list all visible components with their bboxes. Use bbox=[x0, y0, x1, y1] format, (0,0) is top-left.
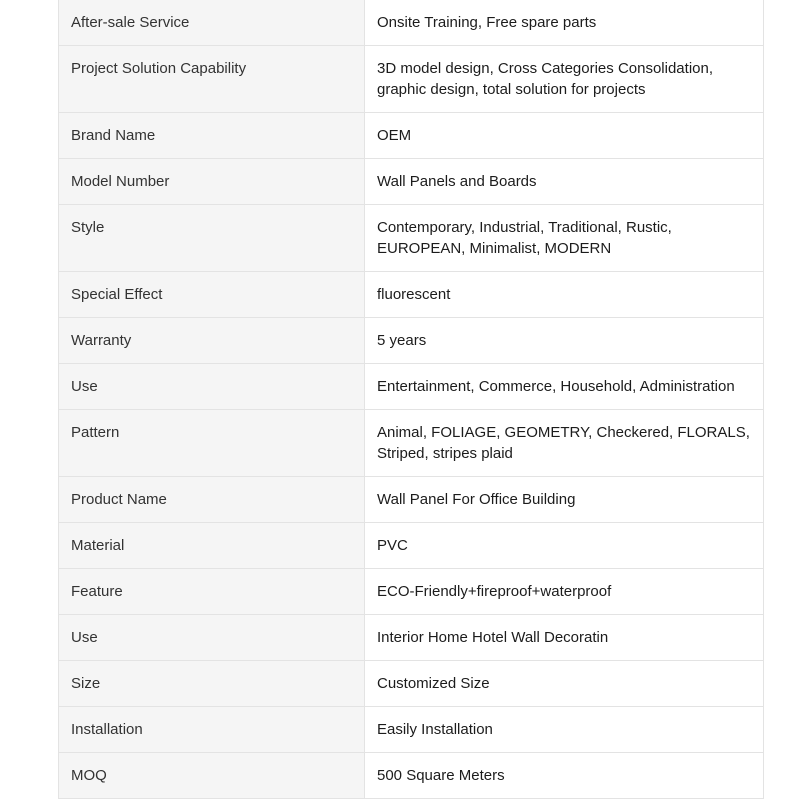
spec-value: Easily Installation bbox=[365, 707, 764, 753]
spec-value: Animal, FOLIAGE, GEOMETRY, Checkered, FLORALS, Striped, stripes plaid bbox=[365, 410, 764, 477]
spec-label: Project Solution Capability bbox=[59, 46, 365, 113]
spec-label: Model Number bbox=[59, 159, 365, 205]
table-row bbox=[59, 205, 764, 272]
spec-value: Interior Home Hotel Wall Decoratin bbox=[365, 615, 764, 661]
spec-value: 5 years bbox=[365, 318, 764, 364]
spec-label: Brand Name bbox=[59, 113, 365, 159]
spec-value: fluorescent bbox=[365, 272, 764, 318]
spec-value: PVC bbox=[365, 523, 764, 569]
spec-value: ECO-Friendly+fireproof+waterproof bbox=[365, 569, 764, 615]
table-row bbox=[59, 318, 764, 364]
spec-value: Wall Panel For Office Building bbox=[365, 477, 764, 523]
spec-label: Size bbox=[59, 661, 365, 707]
spec-table-body bbox=[59, 0, 764, 799]
product-spec-table bbox=[58, 0, 764, 799]
table-row bbox=[59, 0, 764, 46]
table-row bbox=[59, 46, 764, 113]
spec-label: Installation bbox=[59, 707, 365, 753]
table-row bbox=[59, 615, 764, 661]
spec-value: 500 Square Meters bbox=[365, 753, 764, 799]
table-row bbox=[59, 113, 764, 159]
spec-label: Feature bbox=[59, 569, 365, 615]
spec-label: Use bbox=[59, 364, 365, 410]
table-row bbox=[59, 523, 764, 569]
table-row bbox=[59, 661, 764, 707]
table-row bbox=[59, 272, 764, 318]
spec-label: Warranty bbox=[59, 318, 365, 364]
table-row bbox=[59, 477, 764, 523]
spec-value: 3D model design, Cross Categories Consolidation, graphic design, total solution for projects bbox=[365, 46, 764, 113]
table-row bbox=[59, 410, 764, 477]
spec-label: Material bbox=[59, 523, 365, 569]
spec-value: Entertainment, Commerce, Household, Administration bbox=[365, 364, 764, 410]
spec-label: Special Effect bbox=[59, 272, 365, 318]
spec-label: Product Name bbox=[59, 477, 365, 523]
table-row bbox=[59, 753, 764, 799]
table-row bbox=[59, 364, 764, 410]
table-row bbox=[59, 707, 764, 753]
spec-label: Pattern bbox=[59, 410, 365, 477]
spec-label: Style bbox=[59, 205, 365, 272]
spec-label: After-sale Service bbox=[59, 0, 365, 46]
table-row bbox=[59, 159, 764, 205]
spec-label: Use bbox=[59, 615, 365, 661]
spec-value: Wall Panels and Boards bbox=[365, 159, 764, 205]
spec-value: Onsite Training, Free spare parts bbox=[365, 0, 764, 46]
spec-label: MOQ bbox=[59, 753, 365, 799]
spec-value: Customized Size bbox=[365, 661, 764, 707]
table-row bbox=[59, 569, 764, 615]
spec-value: Contemporary, Industrial, Traditional, Rustic, EUROPEAN, Minimalist, MODERN bbox=[365, 205, 764, 272]
spec-value: OEM bbox=[365, 113, 764, 159]
